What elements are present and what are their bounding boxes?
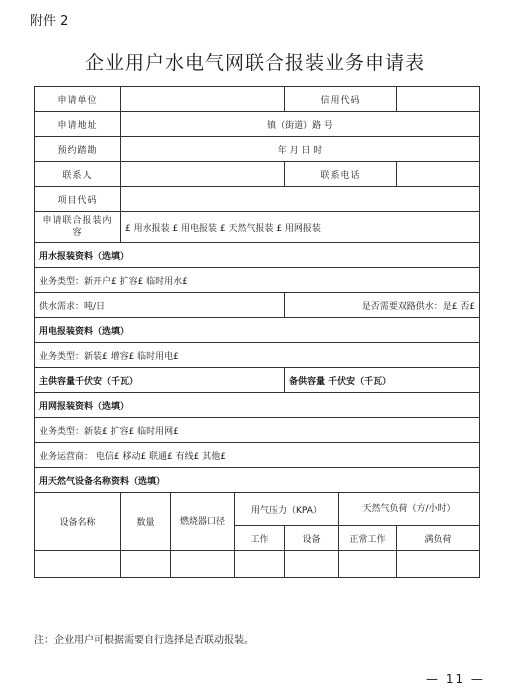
address-label: 申请地址 <box>35 112 121 137</box>
applicant-field[interactable] <box>121 87 285 112</box>
gas-section-title: 用天然气设备名称资料（选填） <box>35 468 480 493</box>
credit-code-field[interactable] <box>397 87 480 112</box>
project-code-label: 项目代码 <box>35 187 121 212</box>
form-title: 企业用户水电气网联合报装业务申请表 <box>84 52 425 74</box>
content-label: 申请联合报装内容 <box>35 212 121 243</box>
network-section-title: 用网报装资料（选填） <box>35 393 480 418</box>
gas-col-burner: 燃烧器口径 <box>171 493 235 551</box>
gas-col-device: 设备名称 <box>35 493 121 551</box>
electric-main-capacity[interactable]: 主供容量千伏安（千瓦） <box>35 368 285 393</box>
project-code-field[interactable] <box>121 187 480 212</box>
water-demand[interactable]: 供水需求：吨/日 <box>35 293 285 318</box>
gas-normal-cell[interactable] <box>339 551 397 578</box>
network-biz-type[interactable]: 业务类型：新装£ 扩容£ 临时用网£ <box>35 418 480 443</box>
network-operators[interactable]: 业务运营商： 电信£ 移动£ 联通£ 有线£ 其他£ <box>35 443 480 468</box>
gas-col-load: 天然气负荷（方/小时） <box>339 493 480 526</box>
credit-code-label: 信用代码 <box>285 87 397 112</box>
applicant-label: 申请单位 <box>35 87 121 112</box>
footnote: 注：企业用户可根据需要自行选择是否联动报装。 <box>34 635 254 646</box>
gas-sub-work: 工作 <box>235 526 285 551</box>
water-biz-type[interactable]: 业务类型：新开户£ 扩容£ 临时用水£ <box>35 268 480 293</box>
gas-sub-normal: 正常工作 <box>339 526 397 551</box>
page-number: — 11 — <box>426 672 485 686</box>
phone-label: 联系电话 <box>285 162 397 187</box>
water-dual-supply[interactable]: 是否需要双路供水：是£ 否£ <box>285 293 480 318</box>
electric-section-title: 用电报装资料（选填） <box>35 318 480 343</box>
electric-biz-type[interactable]: 业务类型：新装£ 增容£ 临时用电£ <box>35 343 480 368</box>
water-section-title: 用水报装资料（选填） <box>35 243 480 268</box>
gas-col-qty: 数量 <box>121 493 171 551</box>
gas-peak-cell[interactable] <box>397 551 480 578</box>
electric-backup-capacity[interactable]: 备供容量 千伏安（千瓦） <box>285 368 480 393</box>
gas-work-cell[interactable] <box>235 551 285 578</box>
address-field[interactable]: 镇（街道）路 号 <box>121 112 480 137</box>
gas-qty-cell[interactable] <box>121 551 171 578</box>
contact-field[interactable] <box>121 162 285 187</box>
gas-device-cell[interactable] <box>35 551 121 578</box>
gas-device-pressure-cell[interactable] <box>285 551 339 578</box>
gas-burner-cell[interactable] <box>171 551 235 578</box>
gas-sub-peak: 满负荷 <box>397 526 480 551</box>
attachment-label: 附件 2 <box>30 14 69 29</box>
gas-sub-device: 设备 <box>285 526 339 551</box>
contact-label: 联系人 <box>35 162 121 187</box>
phone-field[interactable] <box>397 162 480 187</box>
content-options[interactable]: £ 用水报装 £ 用电报装 £ 天然气报装 £ 用网报装 <box>121 212 480 243</box>
gas-col-pressure: 用气压力（KPA） <box>235 493 339 526</box>
application-form <box>34 86 479 578</box>
appointment-field[interactable]: 年 月 日 时 <box>121 137 480 162</box>
appointment-label: 预约踏勘 <box>35 137 121 162</box>
